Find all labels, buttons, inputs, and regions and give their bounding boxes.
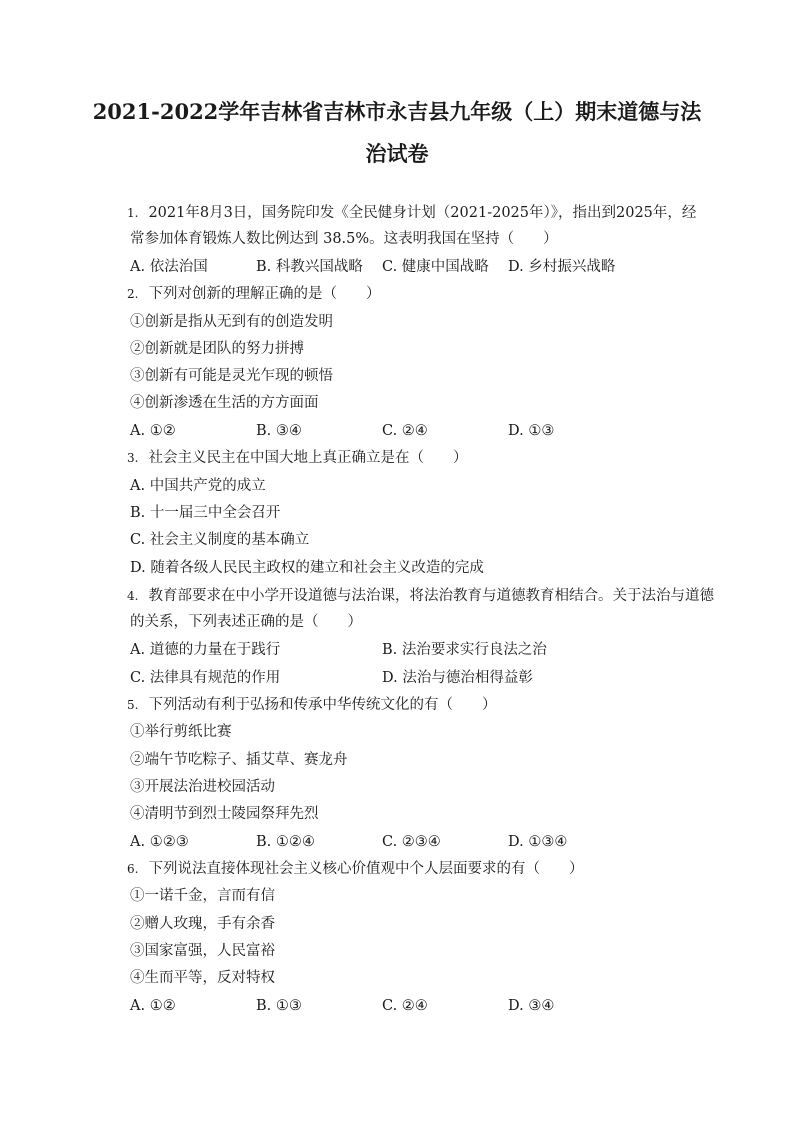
question-5-stem [127,695,496,715]
question-3-stem [127,448,467,468]
question-6-option-c: C. ②④ [382,998,428,1014]
question-3-option-c: C. 社会主义制度的基本确立 [130,532,310,548]
question-5-statement-2: ②端午节吃粽子、插艾草、赛龙舟 [130,752,348,768]
question-3-option-b: B. 十一届三中全会召开 [130,505,281,521]
question-5-statement-4: ④清明节到烈士陵园祭拜先烈 [130,806,319,822]
question-2-option-b: B. ③④ [256,423,302,439]
question-6-stem [127,859,583,879]
question-2-option-a: A. ①② [130,423,176,439]
question-number: 4. [127,589,139,603]
question-4-option-d: D. 法治与德治相得益彰 [382,670,533,686]
question-5-statement-1: ①举行剪纸比赛 [130,724,232,740]
question-4-option-b: B. 法治要求实行良法之治 [382,642,547,658]
question-5-option-a: A. ①②③ [130,834,189,850]
question-text: 社会主义民主在中国大地上真正确立是在（ ） [148,450,468,466]
question-1-stem-continued: 常参加体育锻炼人数比例达到 38.5%。这表明我国在坚持（ ） [130,231,558,247]
question-2-stem [127,284,380,304]
question-2-statement-2: ②创新就是团队的努力拼搏 [130,341,304,357]
question-3-option-a: A. 中国共产党的成立 [130,478,266,494]
question-number: 1. [127,206,139,220]
question-1-option-c: C. 健康中国战略 [382,259,489,275]
question-1-option-b: B. 科教兴国战略 [256,259,363,275]
question-6-statement-3: ③国家富强，人民富裕 [130,943,275,959]
question-6-option-a: A. ①② [130,998,176,1014]
question-6-option-d: D. ③④ [508,998,555,1014]
question-5-option-b: B. ①②④ [256,834,315,850]
question-6-statement-4: ④生而平等，反对特权 [130,970,275,986]
question-2-statement-4: ④创新渗透在生活的方方面面 [130,395,319,411]
question-number: 2. [127,287,139,301]
question-1-stem [127,203,696,223]
question-number: 3. [127,451,139,465]
question-5-statement-3: ③开展法治进校园活动 [130,779,275,795]
question-2-option-d: D. ①③ [508,423,555,439]
question-text: 下列说法直接体现社会主义核心价值观中个人层面要求的有（ ） [148,861,584,877]
question-5-option-c: C. ②③④ [382,834,441,850]
question-4-option-a: A. 道德的力量在于践行 [130,642,281,658]
question-4-stem-continued: 的关系，下列表述正确的是（ ） [130,614,362,630]
question-3-option-d: D. 随着各级人民民主政权的建立和社会主义改造的完成 [130,560,484,576]
question-6-option-b: B. ①③ [256,998,302,1014]
exam-title-line-2: 治试卷 [365,141,429,166]
question-6-statement-2: ②赠人玫瑰，手有余香 [130,916,275,932]
question-text: 下列对创新的理解正确的是（ ） [148,286,381,302]
exam-title-line-1: 2021-2022学年吉林省吉林市永吉县九年级（上）期末道德与法 [92,99,702,124]
question-text: 下列活动有利于弘扬和传承中华传统文化的有（ ） [148,697,497,713]
question-2-statement-3: ③创新有可能是灵光乍现的顿悟 [130,368,333,384]
question-2-option-c: C. ②④ [382,423,428,439]
question-4-stem [127,586,714,606]
question-text: 教育部要求在中小学开设道德与法治课，将法治教育与道德教育相结合。关于法治与道德 [148,588,714,604]
question-1-option-a: A. 依法治国 [130,259,208,275]
question-2-statement-1: ①创新是指从无到有的创造发明 [130,314,333,330]
question-6-statement-1: ①一诺千金，言而有信 [130,888,275,904]
question-1-option-d: D. 乡村振兴战略 [508,259,616,275]
question-text: 2021年8月3日，国务院印发《全民健身计划（2021-2025年）》，指出到2025年，经 [148,205,697,221]
question-number: 6. [127,862,139,876]
question-5-option-d: D. ①③④ [508,834,568,850]
question-number: 5. [127,698,139,712]
question-4-option-c: C. 法律具有规范的作用 [130,670,281,686]
